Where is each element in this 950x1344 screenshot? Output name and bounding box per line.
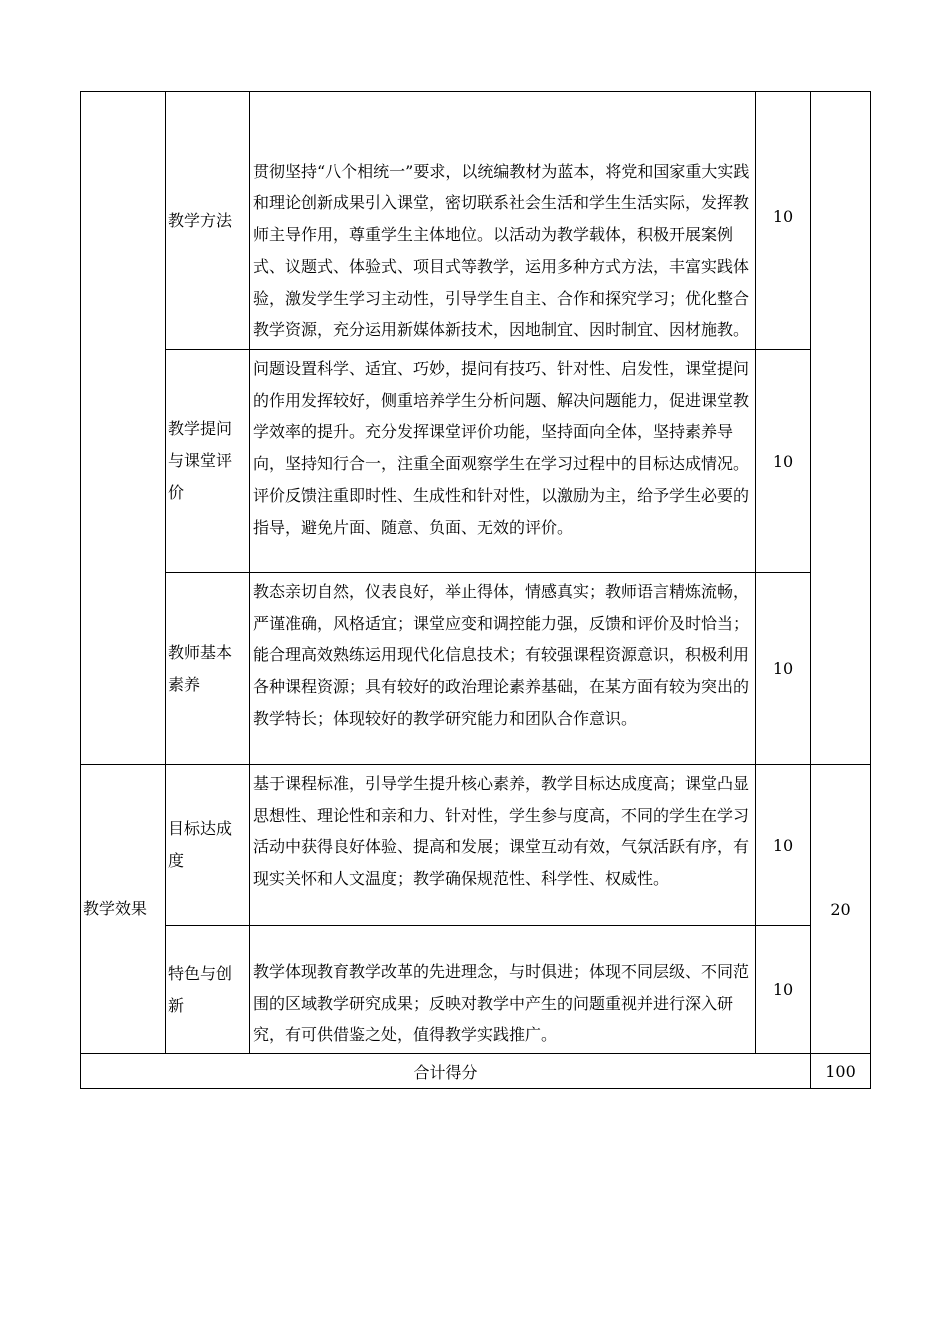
item-cell-feature-innovation: 特色与创新	[166, 926, 250, 1054]
table-row	[81, 926, 871, 1054]
item-cell-teacher-literacy: 教师基本素养	[166, 573, 250, 765]
group-total-cell-empty	[811, 92, 871, 765]
category-cell-empty	[81, 92, 166, 765]
group-total-cell-teaching-effect: 20	[811, 765, 871, 1054]
score-cell-questioning-evaluation: 10	[756, 350, 811, 573]
table-row	[81, 573, 871, 765]
score-cell-teacher-literacy: 10	[756, 573, 811, 765]
total-label-cell: 合计得分	[81, 1054, 811, 1089]
item-cell-teaching-method: 教学方法	[166, 92, 250, 350]
score-cell-feature-innovation: 10	[756, 926, 811, 1054]
description-cell-feature-innovation: 教学体现教育教学改革的先进理念，与时俱进；体现不同层级、不同范围的区域教学研究成果；反映对教学中产生的问题重视并进行深入研究，有可供借鉴之处，值得教学实践推广。	[250, 926, 756, 1054]
table-row	[81, 350, 871, 573]
table-row	[81, 92, 871, 350]
description-cell-teaching-method: 贯彻坚持“八个相统一”要求，以统编教材为蓝本，将党和国家重大实践和理论创新成果引入课堂，密切联系社会生活和学生生活实际，发挥教师主导作用，尊重学生主体地位。以活动为教学载体，积极开展案例式、议题式、体验式、项目式等教学，运用多种方式方法，丰富实践体验，激发学生学习主动性，引导学生自主、合作和探究学习；优化整合教学资源，充分运用新媒体新技术，因地制宜、因时制宜、因材施教。	[250, 92, 756, 350]
category-cell-teaching-effect: 教学效果	[81, 765, 166, 1054]
total-score-cell: 100	[811, 1054, 871, 1089]
score-cell-teaching-method: 10	[756, 92, 811, 350]
score-cell-goal-achievement: 10	[756, 765, 811, 926]
description-cell-teacher-literacy: 教态亲切自然，仪表良好，举止得体，情感真实；教师语言精炼流畅，严谨准确，风格适宜；课堂应变和调控能力强，反馈和评价及时恰当；能合理高效熟练运用现代化信息技术；有较强课程资源意识，积极利用各种课程资源；具有较好的政治理论素养基础，在某方面有较为突出的教学特长；体现较好的教学研究能力和团队合作意识。	[250, 573, 756, 765]
description-cell-questioning-evaluation: 问题设置科学、适宜、巧妙，提问有技巧、针对性、启发性，课堂提问的作用发挥较好，侧重培养学生分析问题、解决问题能力，促进课堂教学效率的提升。充分发挥课堂评价功能，坚持面向全体，坚持素养导向，坚持知行合一，注重全面观察学生在学习过程中的目标达成情况。评价反馈注重即时性、生成性和针对性，以激励为主，给予学生必要的指导，避免片面、随意、负面、无效的评价。	[250, 350, 756, 573]
table-row-total	[81, 1054, 871, 1089]
item-cell-goal-achievement: 目标达成度	[166, 765, 250, 926]
description-cell-goal-achievement: 基于课程标准，引导学生提升核心素养，教学目标达成度高；课堂凸显思想性、理论性和亲和力、针对性，学生参与度高，不同的学生在学习活动中获得良好体验、提高和发展；课堂互动有效，气氛活跃有序，有现实关怀和人文温度；教学确保规范性、科学性、权威性。	[250, 765, 756, 926]
evaluation-table	[80, 91, 871, 1089]
table-row	[81, 765, 871, 926]
item-cell-questioning-evaluation: 教学提问与课堂评价	[166, 350, 250, 573]
